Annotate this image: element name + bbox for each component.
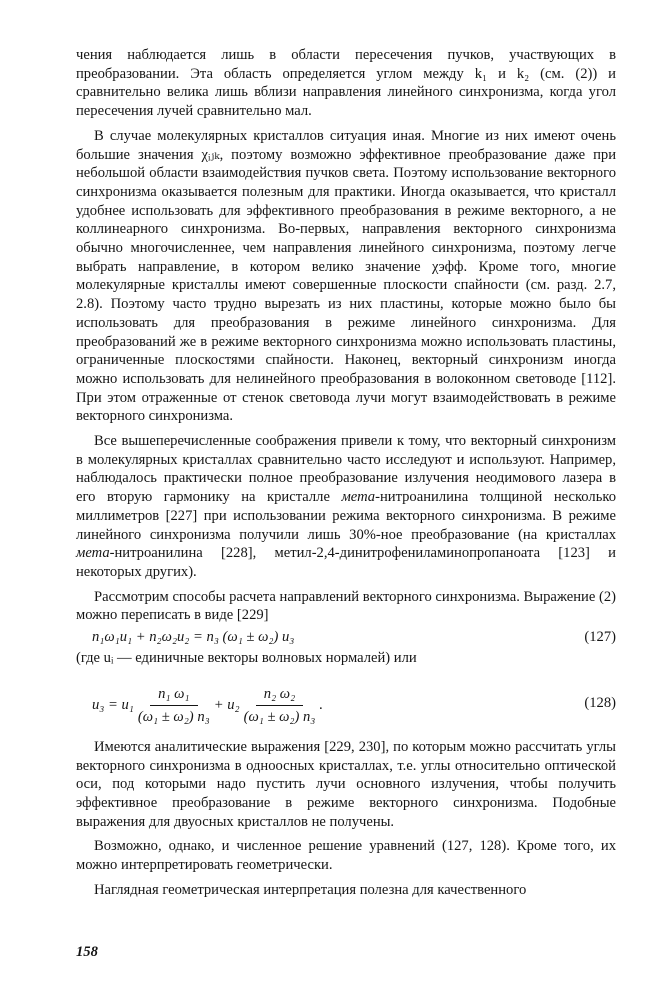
equation-127 xyxy=(76,625,616,649)
paragraph-8: Наглядная геометрическая интерпретация полезна для качественного xyxy=(94,881,527,898)
italic-term-meta-2: мета xyxy=(76,545,110,562)
paragraph-3-part-a: Все вышеперечисленные соображения привели к тому, что векторный синхронизм в молекулярных кристаллах сравнительно часто исследуют и используют. Например, наблюдалось практически полное преобразование излучения неодимового лазера в его вторую гармонику на кристалле xyxy=(76,433,616,506)
paragraph-2: В случае молекулярных кристаллов ситуация иная. Многие из них имеют очень большие значения χᵢⱼₖ, поэтому возможно эффективное преобразование даже при небольшой области взаимодействия пучков света. Поэтому использование векторного синхронизма оказывается полезным для практики. Иногда оказывается, что кристалл удобнее использовать для эффективного преобразования в режиме векторного, а не коллинеарного синхронизма. Во-первых, направления векторного синхронизма обычно многочисленнее, чем направления линейного синхронизма, поэтому легче выбрать направление, в котором велико значение χэфф. Кроме того, многие молекулярные кристаллы имеют совершенные плоскости спайности (см. разд. 2.7, 2.8). Поэтому часто трудно вырезать из них пластины, которые можно было бы использовать для преобразования в режиме линейного синхронизма. Для преобразований же в режиме векторного синхронизма можно использовать пластины, ограниченные плоскостями спайности. Наконец, векторный синхронизм иногда можно использовать для нелинейного преобразования в волоконном световоде [112]. При этом отраженные от стенок световода лучи могут взаимодействовать в режиме векторного синхронизма. xyxy=(76,127,616,425)
equation-127-number: (127) xyxy=(584,629,616,646)
paragraph-3-part-c: -нитроанилина [228], метил-2,4-динитрофениламинопропаноата [123] и некоторых других). xyxy=(76,545,616,580)
paragraph-6: Имеются аналитические выражения [229, 230], по которым можно рассчитать углы векторного синхронизма в одноосных кристаллах, т.е. углы относительно оптической оси, под которыми надо пустить лучи основного излучения, чтобы получить эффективное преобразование в режиме векторного синхронизма. Подобные выражения для двуосных кристаллов не получены. xyxy=(76,738,616,830)
fraction-1-denominator: (ω₁ ± ω₂) n₃ xyxy=(137,709,210,726)
equation-127-body: n₁ω₁u₁ + n₂ω₂u₂ = n₃ (ω₁ ± ω₂) u₃ xyxy=(92,628,295,645)
italic-term-meta-1: мета xyxy=(341,489,376,506)
equation-128-number: (128) xyxy=(584,694,616,711)
paragraph-3-part-b: -нитроанилина толщиной несколько миллиметров [227] при использовании режима векторного синхронизма. В режиме линейного синхронизма получили лишь 30%-ное преобразование (на кристаллах xyxy=(76,489,616,543)
fraction-2-numerator: n₂ ω₂ xyxy=(256,685,303,707)
page-number: 158 xyxy=(76,944,98,960)
paragraph-3 xyxy=(76,432,616,582)
fraction-1-numerator: n₁ ω₁ xyxy=(150,685,197,707)
equation-128-plus-term: + u₂ xyxy=(213,697,240,714)
equation-128-end: . xyxy=(319,697,324,714)
paragraph-7: Возможно, однако, и численное решение уравнений (127, 128). Кроме того, их можно интерпретировать геометрически. xyxy=(76,838,616,874)
paragraph-5: (где uᵢ — единичные векторы волновых нормалей) или xyxy=(76,650,417,667)
equation-128-fraction-2 xyxy=(244,685,316,727)
body-text xyxy=(76,46,616,899)
equation-128-fraction-1 xyxy=(138,685,210,727)
equation-128 xyxy=(76,680,616,732)
paragraph-4: Рассмотрим способы расчета направлений векторного синхронизма. Выражение (2) можно переписать в виде [229] xyxy=(76,588,616,624)
paragraph-1: чения наблюдается лишь в области пересечения пучков, участвующих в преобразовании. Эта область определяется углом между k₁ и k₂ (см. (2)) и сравнительно велика лишь вблизи направления линейного синхронизма, когда угол пересечения лучей сравнительно мал. xyxy=(76,47,616,120)
equation-128-lhs: u₃ = u₁ xyxy=(92,697,134,714)
fraction-2-denominator: (ω₁ ± ω₂) n₃ xyxy=(243,709,316,726)
